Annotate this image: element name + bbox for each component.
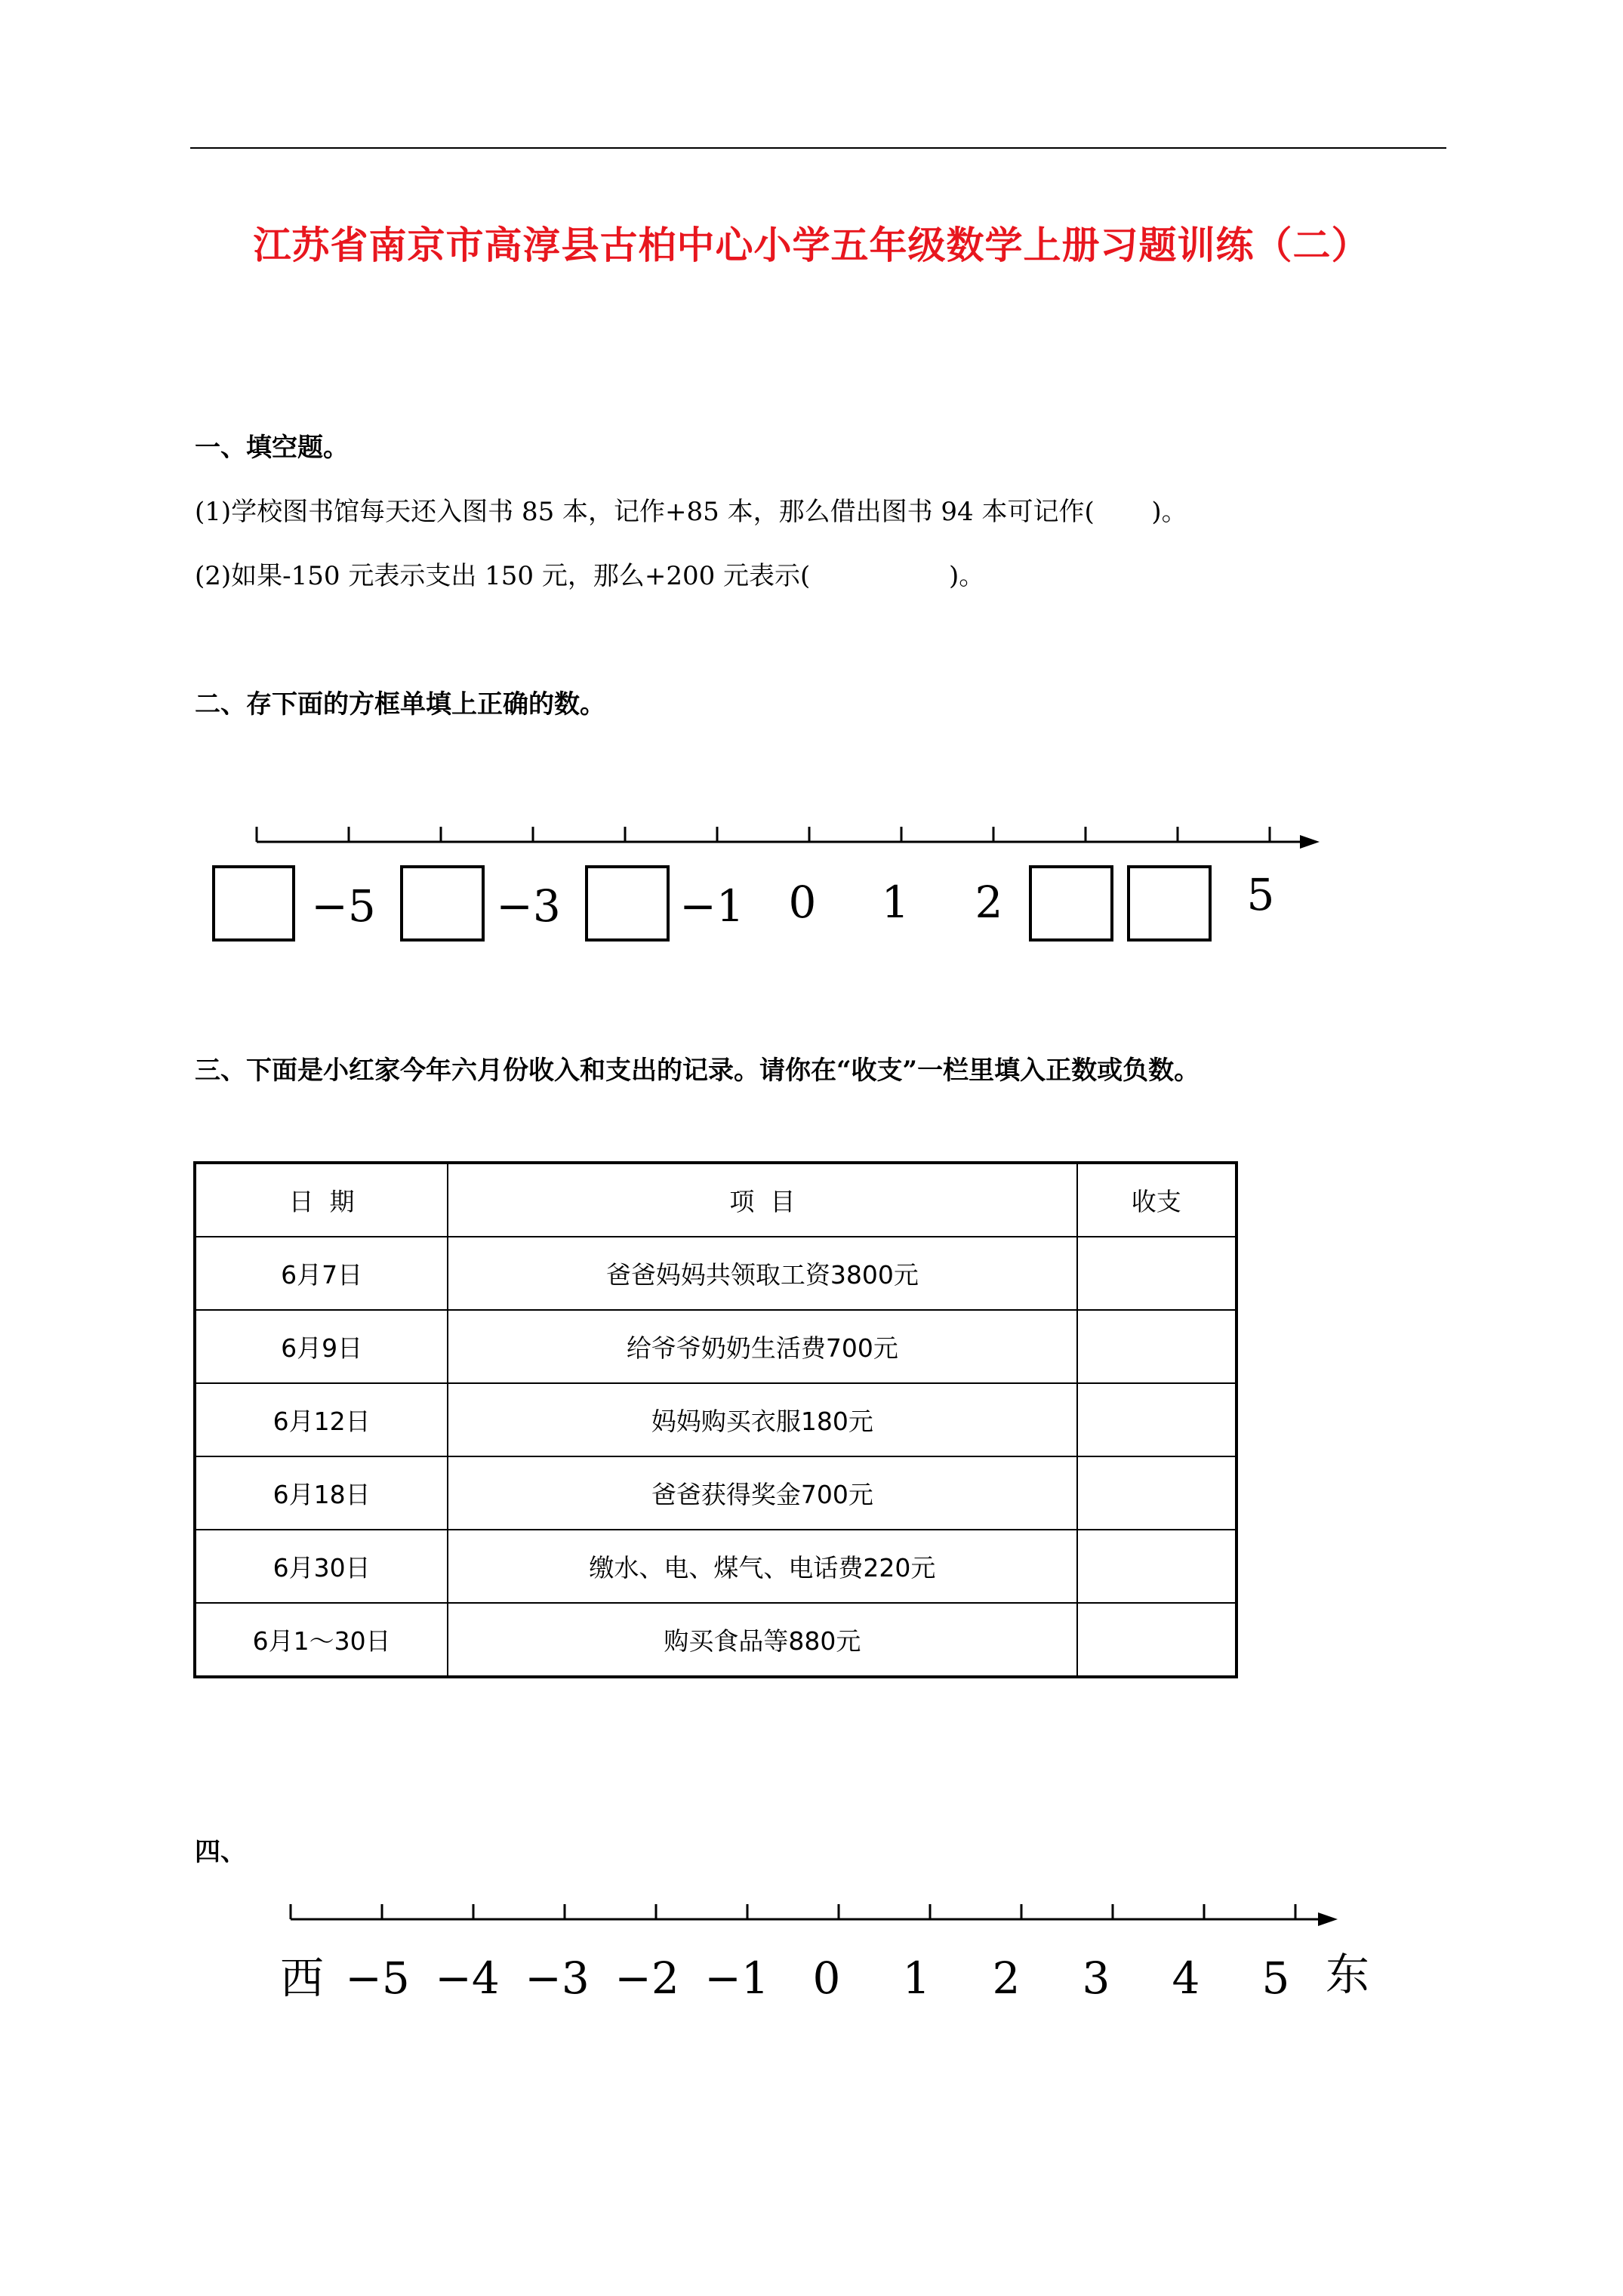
number-line-2 — [280, 1904, 1369, 2004]
header-income-expense: 收支 — [1077, 1163, 1236, 1237]
table-row — [195, 1530, 1236, 1603]
section2-heading: 二、存下面的方框单填上正确的数。 — [195, 689, 605, 720]
row-income-expense-cell[interactable] — [1077, 1603, 1236, 1677]
row-income-expense-cell[interactable] — [1077, 1383, 1236, 1456]
row-date: 6月30日 — [195, 1530, 448, 1603]
section1-heading: 一、填空题。 — [195, 433, 349, 463]
nl2-label-0: 0 — [812, 1952, 841, 2004]
answer-box-3[interactable] — [587, 867, 668, 940]
nl2-label-4: 4 — [1172, 1952, 1200, 2004]
answer-box-2[interactable] — [402, 867, 483, 940]
row-item: 爸爸获得奖金700元 — [448, 1456, 1076, 1530]
nl1-label-2: 2 — [975, 877, 1003, 928]
header-date: 日 期 — [195, 1163, 448, 1237]
number-line-2-arrow — [1318, 1912, 1338, 1926]
nl1-label-minus1: −1 — [679, 880, 744, 932]
row-item: 缴水、电、煤气、电话费220元 — [448, 1530, 1076, 1603]
nl1-label-1: 1 — [881, 877, 910, 928]
section3-heading: 三、下面是小红家今年六月份收入和支出的记录。请你在“收支”一栏里填入正数或负数。 — [195, 1056, 1200, 1086]
row-item: 给爷爷奶奶生活费700元 — [448, 1310, 1076, 1383]
east-label: 东 — [1325, 1949, 1370, 2000]
nl1-label-0: 0 — [788, 877, 817, 928]
nl2-label-minus2: −2 — [614, 1952, 679, 2004]
row-date: 6月12日 — [195, 1383, 448, 1456]
row-income-expense-cell[interactable] — [1077, 1237, 1236, 1310]
nl1-label-minus5: −5 — [311, 880, 376, 932]
row-item: 购买食品等880元 — [448, 1603, 1076, 1677]
answer-box-4[interactable] — [1030, 867, 1112, 940]
nl2-label-5: 5 — [1261, 1952, 1290, 2004]
nl2-label-minus4: −4 — [435, 1952, 500, 2004]
nl2-label-3: 3 — [1082, 1952, 1110, 2004]
row-income-expense-cell[interactable] — [1077, 1310, 1236, 1383]
section4-heading: 四、 — [195, 1837, 246, 1867]
row-item: 爸爸妈妈共领取工资3800元 — [448, 1237, 1076, 1310]
answer-box-5[interactable] — [1129, 867, 1210, 940]
table-row — [195, 1310, 1236, 1383]
nl2-label-minus3: −3 — [525, 1952, 590, 2004]
nl2-label-minus5: −5 — [345, 1952, 410, 2004]
table-header-row — [195, 1163, 1236, 1237]
nl1-label-5: 5 — [1246, 869, 1275, 920]
row-income-expense-cell[interactable] — [1077, 1530, 1236, 1603]
question-1: (1)学校图书馆每天还入图书 85 本，记作+85 本，那么借出图书 94 本可记作( )。 — [195, 497, 1187, 527]
page-title: 江苏省南京市高淳县古柏中心小学五年级数学上册习题训练（二） — [253, 223, 1370, 267]
question-2: (2)如果-150 元表示支出 150 元，那么+200 元表示( )。 — [195, 561, 985, 591]
row-date: 6月9日 — [195, 1310, 448, 1383]
nl2-label-minus1: −1 — [704, 1952, 769, 2004]
row-date: 6月18日 — [195, 1456, 448, 1530]
number-line-1 — [214, 827, 1320, 940]
record-table — [193, 1161, 1238, 1678]
nl1-label-minus3: −3 — [496, 880, 561, 932]
table-row — [195, 1603, 1236, 1677]
header-item: 项 目 — [448, 1163, 1076, 1237]
nl2-label-2: 2 — [992, 1952, 1021, 2004]
table-row — [195, 1237, 1236, 1310]
table-row — [195, 1456, 1236, 1530]
nl2-label-1: 1 — [902, 1952, 931, 2004]
row-date: 6月1～30日 — [195, 1603, 448, 1677]
row-item: 妈妈购买衣服180元 — [448, 1383, 1076, 1456]
row-income-expense-cell[interactable] — [1077, 1456, 1236, 1530]
row-date: 6月7日 — [195, 1237, 448, 1310]
west-label: 西 — [279, 1952, 325, 2004]
number-line-1-arrow — [1300, 835, 1320, 849]
answer-box-1[interactable] — [214, 867, 294, 940]
table-row — [195, 1383, 1236, 1456]
